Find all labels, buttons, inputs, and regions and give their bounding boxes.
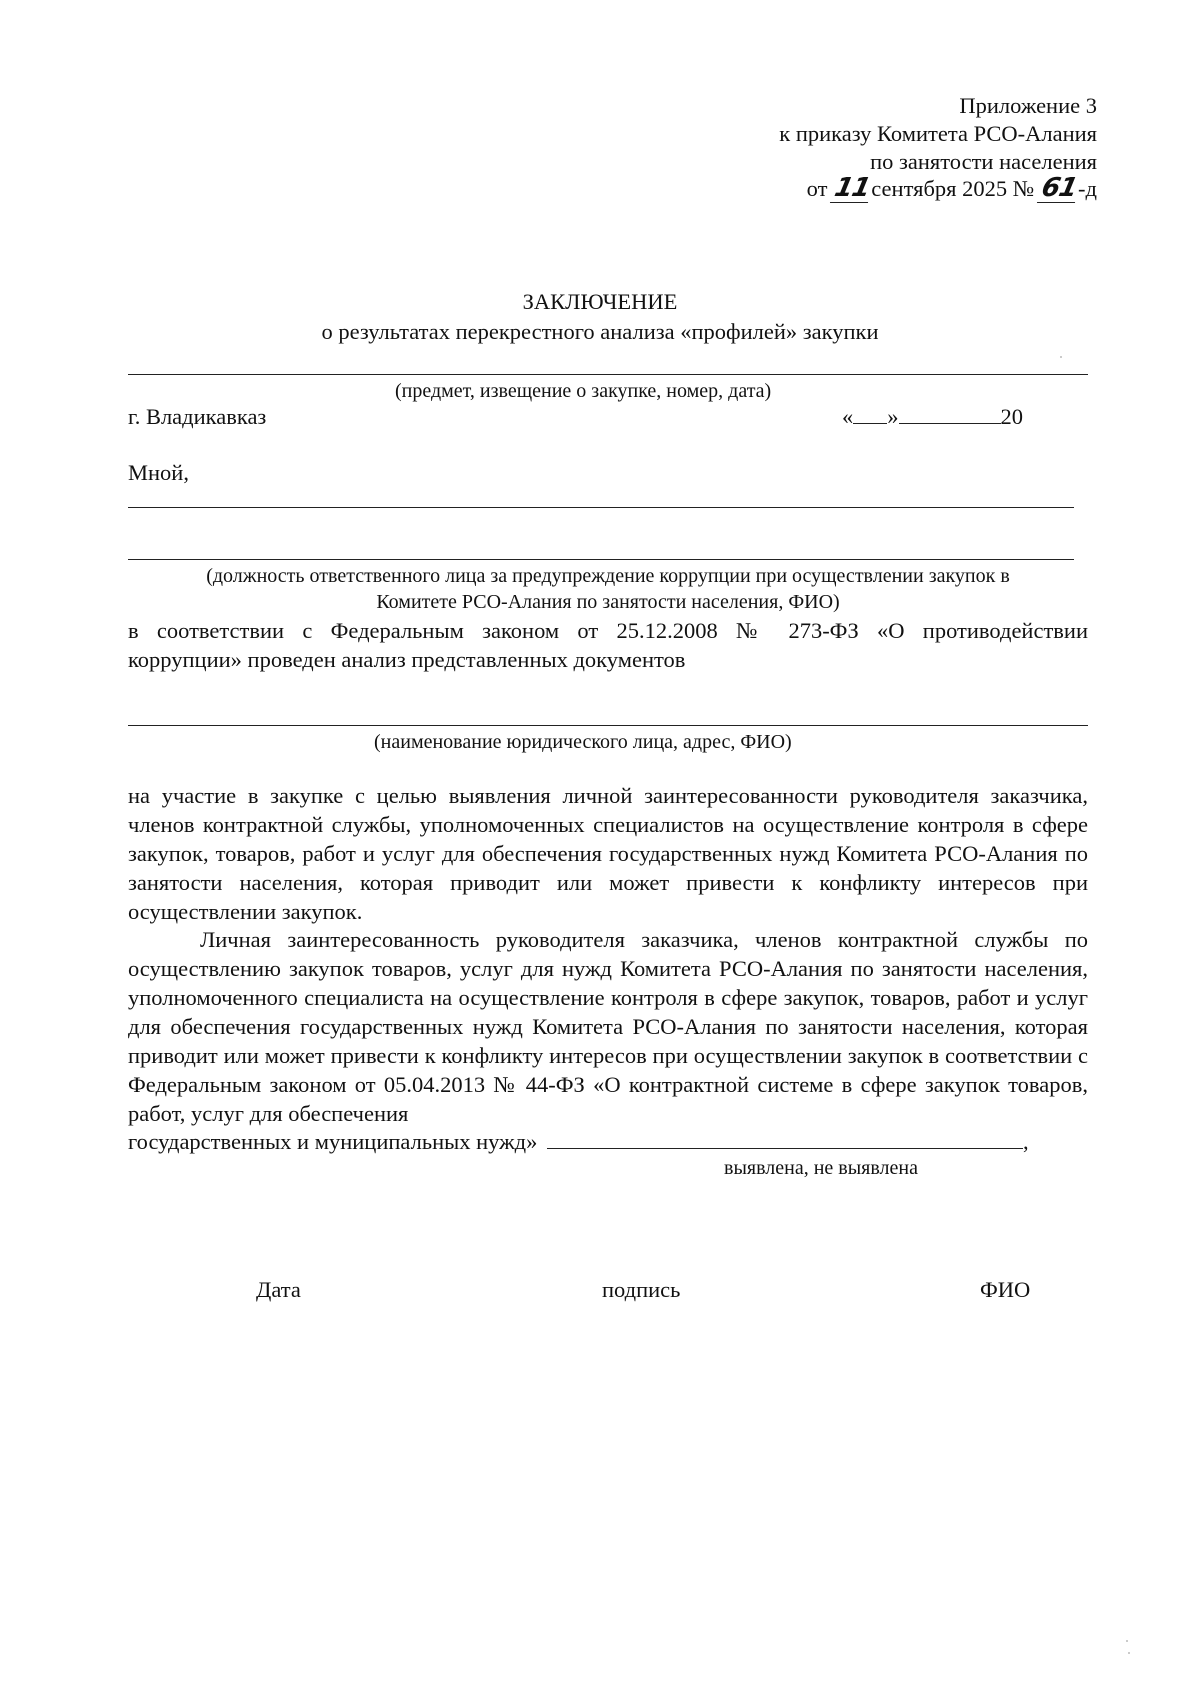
signature-date-label: Дата <box>256 1277 301 1302</box>
paragraph-participation: на участие в закупке с целью выявления личной заинтересованности руководителя заказчика, членов контрактной службы, уполномоченных специалистов на осуществление контроля в сфере закупок, товаров, работ и услуг для обеспечения государственных нужд Комитета РСО-Алания по занятости населения, которая приводит или может привести к конфликту интересов при осуществлении закупок. <box>128 783 1088 924</box>
result-caption: выявлена, не выявлена <box>724 1157 918 1179</box>
official-fill-line-1 <box>128 507 1074 508</box>
official-fill-line-2 <box>128 559 1074 560</box>
signature-name-label: ФИО <box>980 1277 1031 1302</box>
paragraph-interest-last-line <box>128 1128 1029 1156</box>
handwritten-day: 11 <box>832 173 873 203</box>
entity-caption: (наименование юридического лица, адрес, ФИО) <box>374 731 792 753</box>
date-prefix: от <box>806 176 828 201</box>
law-sentence <box>128 616 1088 674</box>
date-middle: сентября 2025 № <box>871 176 1035 201</box>
subject-caption: (предмет, извещение о закупке, номер, дата) <box>395 380 772 402</box>
order-suffix: -д <box>1078 176 1097 201</box>
handwritten-order-number: 61 <box>1038 173 1080 203</box>
law-sentence-line-1: в соответствии с Федеральным законом от 25.12.2008 № 273-ФЗ «О противодействии <box>128 618 1088 643</box>
subject-fill-line <box>128 374 1088 375</box>
order-date-line <box>807 174 1097 203</box>
scan-speck <box>1126 1640 1128 1642</box>
document-title: ЗАКЛЮЧЕНИЕ <box>522 289 678 314</box>
order-reference: к приказу Комитета РСО-Алания <box>779 121 1097 146</box>
appendix-number: Приложение 3 <box>959 93 1097 118</box>
document-subtitle: о результатах перекрестного анализа «профилей» закупки <box>321 319 879 344</box>
position-caption-line-1: (должность ответственного лица за предупреждение коррупции при осуществлении закупок в <box>206 565 1010 587</box>
date-year-prefix: 20 <box>1000 404 1023 429</box>
law-sentence-line-2: коррупции» проведен анализ представленных документов <box>128 647 686 672</box>
paragraph-interest-end: , <box>1023 1129 1029 1154</box>
by-me-label: Мной, <box>128 460 189 485</box>
date-close-quote: » <box>887 404 899 429</box>
signature-sign-label: подпись <box>602 1277 681 1302</box>
result-blank <box>547 1128 1023 1149</box>
date-day-blank <box>853 403 887 424</box>
entity-fill-line <box>128 725 1088 726</box>
paragraph-interest: Личная заинтересованность руководителя заказчика, членов контрактной службы по осуществлению закупок товаров, услуг для нужд Комитета РСО-Алания по занятости населения, уполномоченного специалиста на осуществление контроля в сфере закупок, товаров, работ и услуг для обеспечения государственных нужд Комитета РСО-Алания по занятости населения, которая приводит или может привести к конфликту интересов при осуществлении закупок в соответствии с Федеральным законом от 05.04.2013 № 44-ФЗ «О контрактной системе в сфере закупок товаров, работ, услуг для обеспечения <box>128 927 1088 1126</box>
order-department: по занятости населения <box>870 149 1097 174</box>
place-name: г. Владикавказ <box>128 404 267 429</box>
position-caption-line-2: Комитете РСО-Алания по занятости населения, ФИО) <box>376 591 840 613</box>
date-open-quote: « <box>842 404 854 429</box>
date-month-blank <box>899 403 1001 424</box>
scan-speck <box>1060 356 1062 358</box>
scan-speck <box>1128 1652 1130 1654</box>
date-blank-field <box>842 403 1023 431</box>
paragraph-interest-last-text: государственных и муниципальных нужд» <box>128 1129 538 1154</box>
